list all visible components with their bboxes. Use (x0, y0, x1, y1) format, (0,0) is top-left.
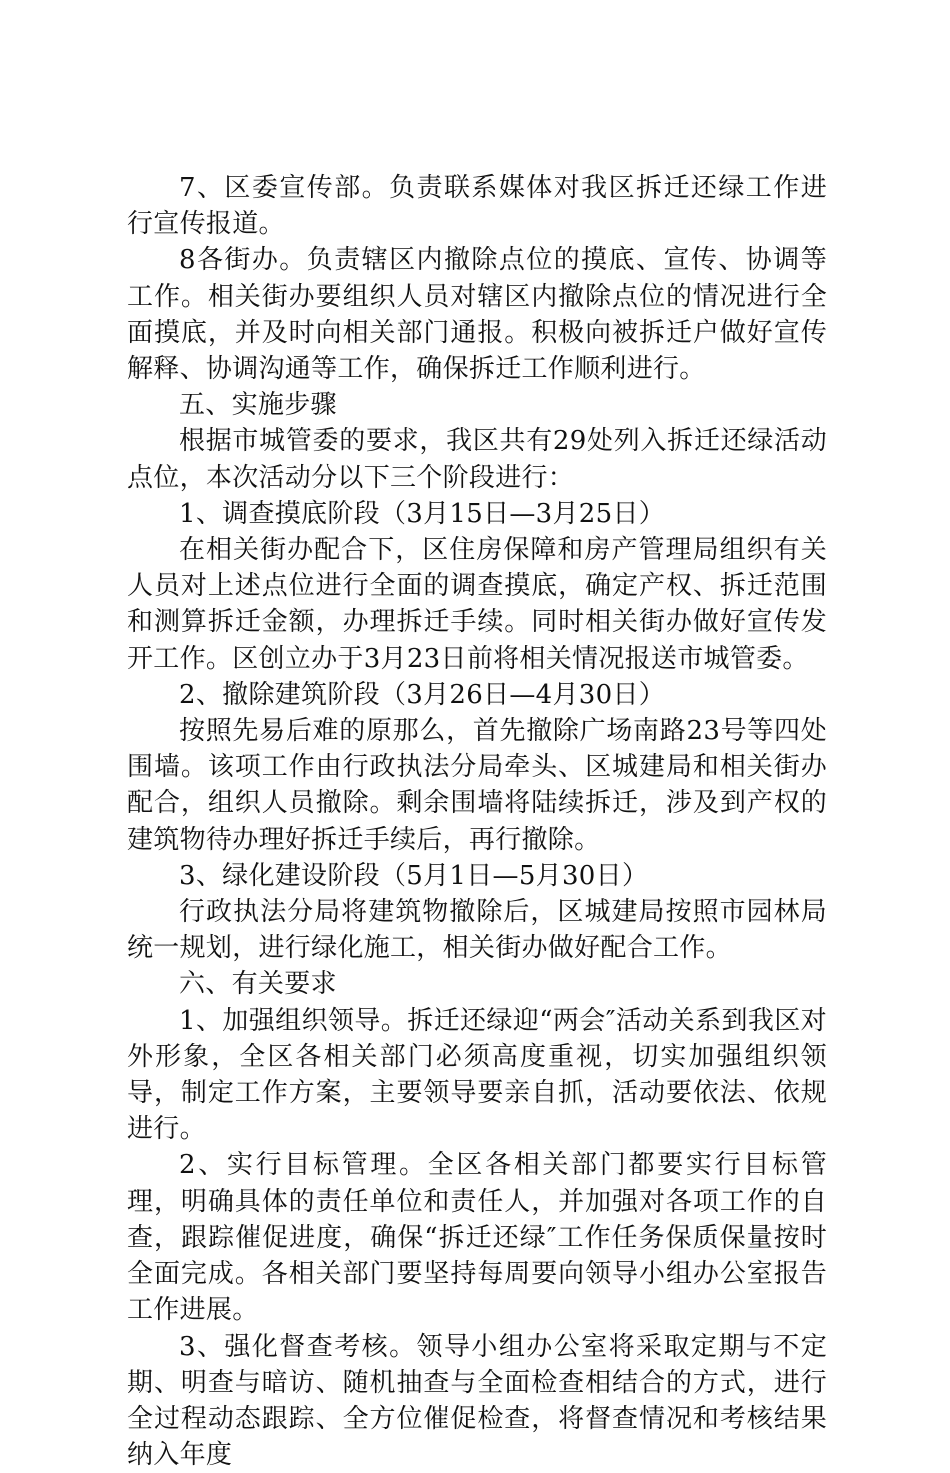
phase-heading-survey: 1、调查摸底阶段（3月15日—3月25日） (127, 496, 827, 532)
paragraph-requirement-leadership: 1、加强组织领导。拆迁还绿迎“两会″活动关系到我区对外形象，全区各相关部门必须高度重视，切实加强组织领导，制定工作方案，主要领导要亲自抓，活动要依法、依规进行。 (127, 1003, 827, 1148)
paragraph-requirement-target-management: 2、实行目标管理。全区各相关部门都要实行目标管理，明确具体的责任单位和责任人，并加强对各项工作的自查，跟踪催促进度，确保“拆迁还绿″工作任务保质保量按时全面完成。各相关部门要坚持每周要向领导小组办公室报告工作进展。 (127, 1147, 827, 1328)
paragraph-survey-phase: 在相关街办配合下，区住房保障和房产管理局组织有关人员对上述点位进行全面的调查摸底，确定产权、拆迁范围和测算拆迁金额，办理拆迁手续。同时相关街办做好宣传发开工作。区创立办于3月23日前将相关情况报送市城管委。 (127, 532, 827, 677)
document-body (127, 170, 827, 1473)
section-heading-implementation-steps: 五、实施步骤 (127, 387, 827, 423)
section-heading-requirements: 六、有关要求 (127, 966, 827, 1002)
paragraph-demolition-phase: 按照先易后难的原那么，首先撤除广场南路23号等四处围墙。该项工作由行政执法分局牵头、区城建局和相关街办配合，组织人员撤除。剩余围墙将陆续拆迁，涉及到产权的建筑物待办理好拆迁手续后，再行撤除。 (127, 713, 827, 858)
paragraph-street-offices: 8各街办。负责辖区内撤除点位的摸底、宣传、协调等工作。相关街办要组织人员对辖区内撤除点位的情况进行全面摸底，并及时向相关部门通报。积极向被拆迁户做好宣传解释、协调沟通等工作，确保拆迁工作顺利进行。 (127, 242, 827, 387)
phase-heading-greening: 3、绿化建设阶段（5月1日—5月30日） (127, 858, 827, 894)
paragraph-district-publicity: 7、区委宣传部。负责联系媒体对我区拆迁还绿工作进行宣传报道。 (127, 170, 827, 242)
paragraph-implementation-intro: 根据市城管委的要求，我区共有29处列入拆迁还绿活动点位，本次活动分以下三个阶段进行： (127, 423, 827, 495)
phase-heading-demolition: 2、撤除建筑阶段（3月26日—4月30日） (127, 677, 827, 713)
paragraph-requirement-supervision: 3、强化督查考核。领导小组办公室将采取定期与不定期、明查与暗访、随机抽查与全面检查相结合的方式，进行全过程动态跟踪、全方位催促检查，将督查情况和考核结果纳入年度 (127, 1329, 827, 1473)
paragraph-greening-phase: 行政执法分局将建筑物撤除后，区城建局按照市园林局统一规划，进行绿化施工，相关街办做好配合工作。 (127, 894, 827, 966)
